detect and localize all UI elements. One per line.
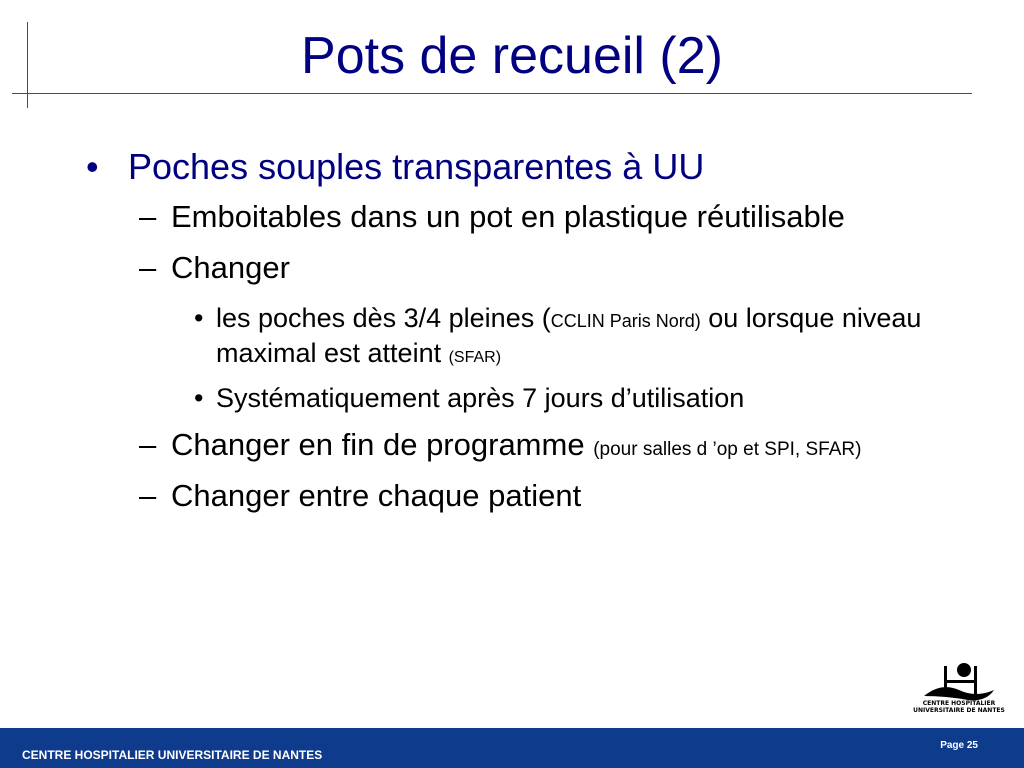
sub-item-text: Changer en fin de programme — [171, 426, 594, 462]
source-reference: (SFAR) — [448, 348, 502, 366]
dash-icon: – — [139, 478, 157, 514]
sub-sub-item-text: ou lorsque niveau maximal est atteint — [216, 302, 922, 368]
sub-sub-item-text: Systématiquement après 7 jours d’utilisation — [216, 382, 745, 413]
sub-item — [86, 426, 946, 463]
sub-item — [86, 249, 946, 286]
bullet-text: Poches souples transparentes à UU — [128, 146, 705, 187]
page-number: Page 25 — [940, 740, 978, 751]
footer-institution: CENTRE HOSPITALIER UNIVERSITAIRE DE NANTES — [22, 748, 323, 762]
sub-item — [86, 198, 946, 235]
bullet-item — [86, 145, 946, 188]
bullet-dot-icon: • — [194, 382, 204, 413]
bullet-dot-icon: • — [86, 146, 99, 187]
sub-item-text: Emboitables dans un pot en plastique réutilisable — [171, 199, 845, 235]
sub-item-note: (pour salles d ’op et SPI, SFAR) — [593, 438, 862, 460]
dash-icon: – — [139, 426, 157, 462]
slide-title: Pots de recueil (2) — [301, 27, 723, 85]
bullet-dot-icon: • — [194, 302, 204, 333]
dash-icon: – — [139, 250, 157, 286]
sub-item-text: Changer entre chaque patient — [171, 478, 582, 514]
logo-text: CENTRE HOSPITALIER UNIVERSITAIRE DE NANTES — [913, 700, 1005, 714]
footer-bar — [0, 728, 1024, 768]
slide-content — [86, 145, 946, 528]
sub-sub-item — [86, 301, 946, 371]
sub-sub-item — [86, 381, 946, 416]
dash-icon: – — [139, 199, 157, 235]
decorative-horizontal-line — [12, 93, 972, 94]
sub-item-text: Changer — [171, 250, 290, 286]
source-reference: CCLIN Paris Nord) — [550, 310, 701, 331]
sub-item — [86, 477, 946, 514]
sub-sub-item-text: les poches dès 3/4 pleines ( — [216, 302, 551, 333]
